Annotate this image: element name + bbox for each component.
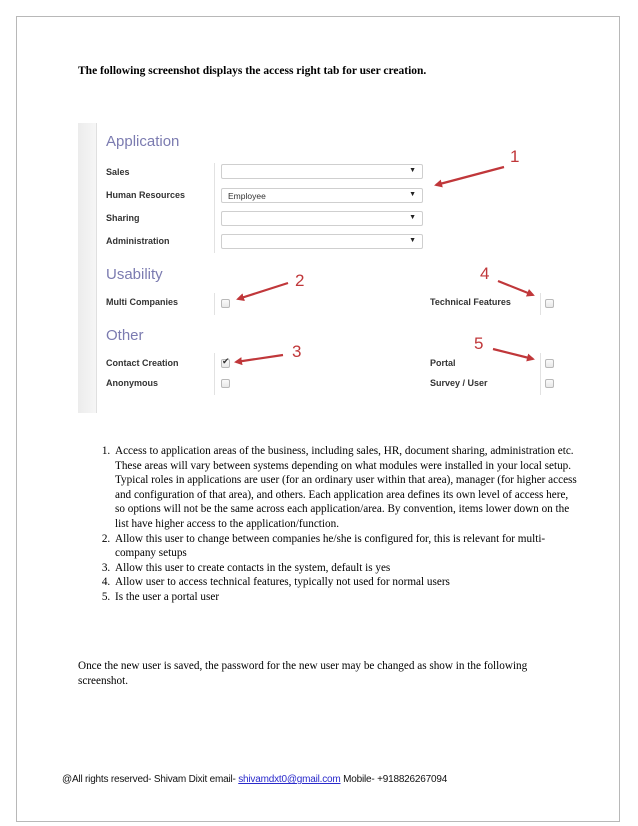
human-resources-label: Human Resources	[106, 190, 186, 200]
chevron-down-icon: ▼	[409, 214, 416, 221]
arrow-4	[498, 281, 533, 295]
note-item-5: 5. Is the user a portal user	[113, 590, 578, 605]
arrow-2	[238, 283, 288, 299]
footer-prefix: @All rights reserved- Shivam Dixit email-	[62, 774, 239, 785]
access-rights-screenshot	[78, 123, 558, 413]
section-application-title: Application	[106, 133, 180, 150]
callout-2: 2	[295, 271, 305, 290]
callout-5: 5	[474, 334, 484, 353]
anonymous-label: Anonymous	[106, 378, 159, 388]
note-item-1: 1. Access to application areas of the business, including sales, HR, document sharing, administration etc. These areas will vary between systems depending on what modules were installed in your local setup. Typical roles in applications are user (for an ordinary user within that area), manager (for higher access and configuration of that area), and others. Each application area defines its own level of access here, so options will not be the same across each application/area. By convention, items lower down on the list have higher access to the application/function.	[113, 444, 578, 532]
chevron-down-icon: ▼	[409, 237, 416, 244]
chevron-down-icon: ▼	[409, 191, 416, 198]
arrow-5	[493, 349, 533, 359]
outro-text: Once the new user is saved, the password for the new user may be changed as show in the following screenshot.	[78, 660, 528, 687]
survey-user-label: Survey / User	[430, 378, 488, 388]
note-item-4: 4. Allow user to access technical features, typically not used for normal users	[113, 575, 578, 590]
chevron-down-icon: ▼	[409, 167, 416, 174]
note-item-3: 3. Allow this user to create contacts in the system, default is yes	[113, 561, 578, 576]
callout-3: 3	[292, 342, 302, 361]
notes-list	[78, 444, 578, 605]
arrow-1	[436, 167, 504, 185]
footer	[62, 774, 447, 785]
check-icon: ✔	[222, 356, 230, 366]
arrow-3	[236, 355, 283, 362]
section-usability-title: Usability	[106, 266, 163, 283]
administration-label: Administration	[106, 236, 170, 246]
human-resources-select-value: Employee	[228, 191, 266, 201]
note-item-2: 2. Allow this user to change between companies he/she is configured for, this is relevant for multi-company setups	[113, 532, 578, 561]
portal-label: Portal	[430, 358, 456, 368]
section-other-title: Other	[106, 327, 144, 344]
technical-features-label: Technical Features	[430, 297, 511, 307]
sales-label: Sales	[106, 167, 130, 177]
callout-1: 1	[510, 147, 520, 166]
footer-email-link[interactable]: shivamdxt0@gmail.com	[238, 774, 341, 785]
intro-text: The following screenshot displays the access right tab for user creation.	[78, 65, 427, 77]
sharing-label: Sharing	[106, 213, 140, 223]
multi-companies-label: Multi Companies	[106, 297, 179, 307]
footer-suffix: Mobile- +918826267094	[340, 774, 448, 785]
callout-4: 4	[480, 264, 490, 283]
contact-creation-label: Contact Creation	[106, 358, 179, 368]
